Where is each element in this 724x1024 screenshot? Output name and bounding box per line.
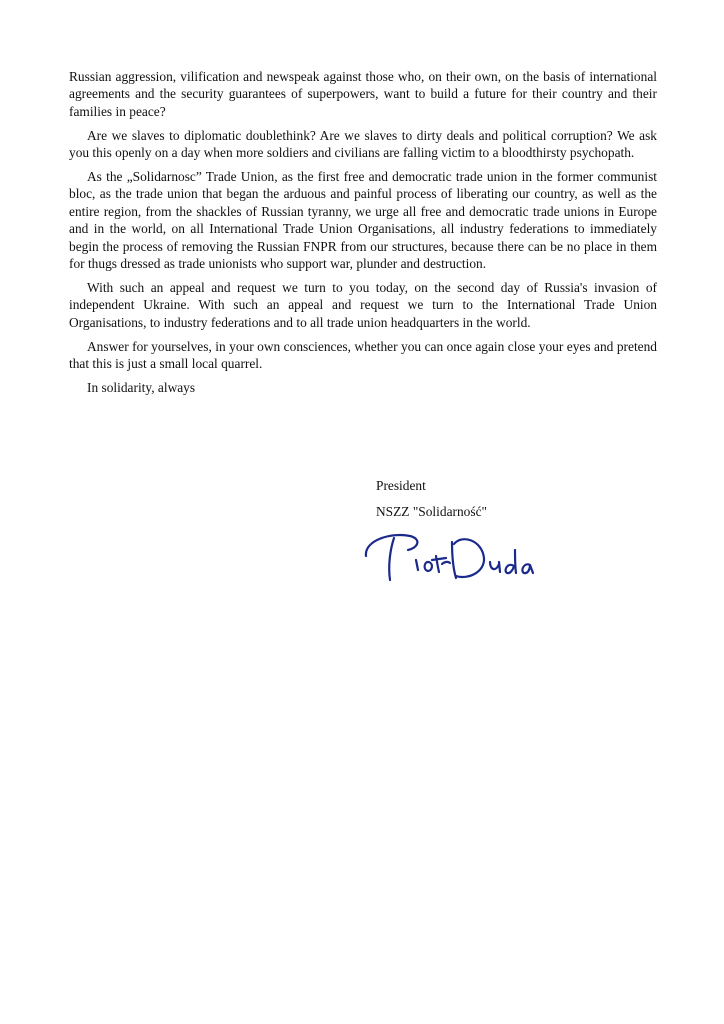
letter-body <box>69 68 657 403</box>
closing-line: In solidarity, always <box>87 380 196 395</box>
paragraph-solidarnosc-appeal: As the „Solidarnosc” Trade Union, as the first free and democratic trade union in the former communist bloc, as the trade union that began the arduous and painful process of liberating our country, as well as the entire region, from the shackles of Russian tyranny, we urge all free and democratic trade unions in Europe and in the world, on all International Trade Union Organisations, all industry federations to immediately begin the process of removing the Russian FNPR from our structures, because there can be no place in them for thugs dressed as trade unionists who support war, plunder and destruction. <box>69 169 657 272</box>
paragraph-continuation: Russian aggression, vilification and newspeak against those who, on their own, on the basis of international agreements and the security guarantees of superpowers, want to build a future for their country and their families in peace? <box>69 69 657 119</box>
paragraph-invasion-appeal: With such an appeal and request we turn to you today, on the second day of Russia's invasion of independent Ukraine. With such an appeal and request we turn to the International Trade Union Organisations, to industry federations and to all trade union headquarters in the world. <box>69 279 657 330</box>
signatory-organization: NSZZ "Solidarność" <box>376 504 487 519</box>
paragraph-doublethink: Are we slaves to diplomatic doublethink? Are we slaves to dirty deals and political corruption? We ask you this openly on a day when more soldiers and civilians are falling victim to a bloodthirsty psychopath. <box>69 127 657 161</box>
paragraph-conscience: Answer for yourselves, in your own consciences, whether you can once again close your eyes and pretend that this is just a small local quarrel. <box>69 338 657 372</box>
signature-block <box>376 476 676 528</box>
handwritten-signature <box>352 526 562 586</box>
signatory-title: President <box>376 478 426 493</box>
